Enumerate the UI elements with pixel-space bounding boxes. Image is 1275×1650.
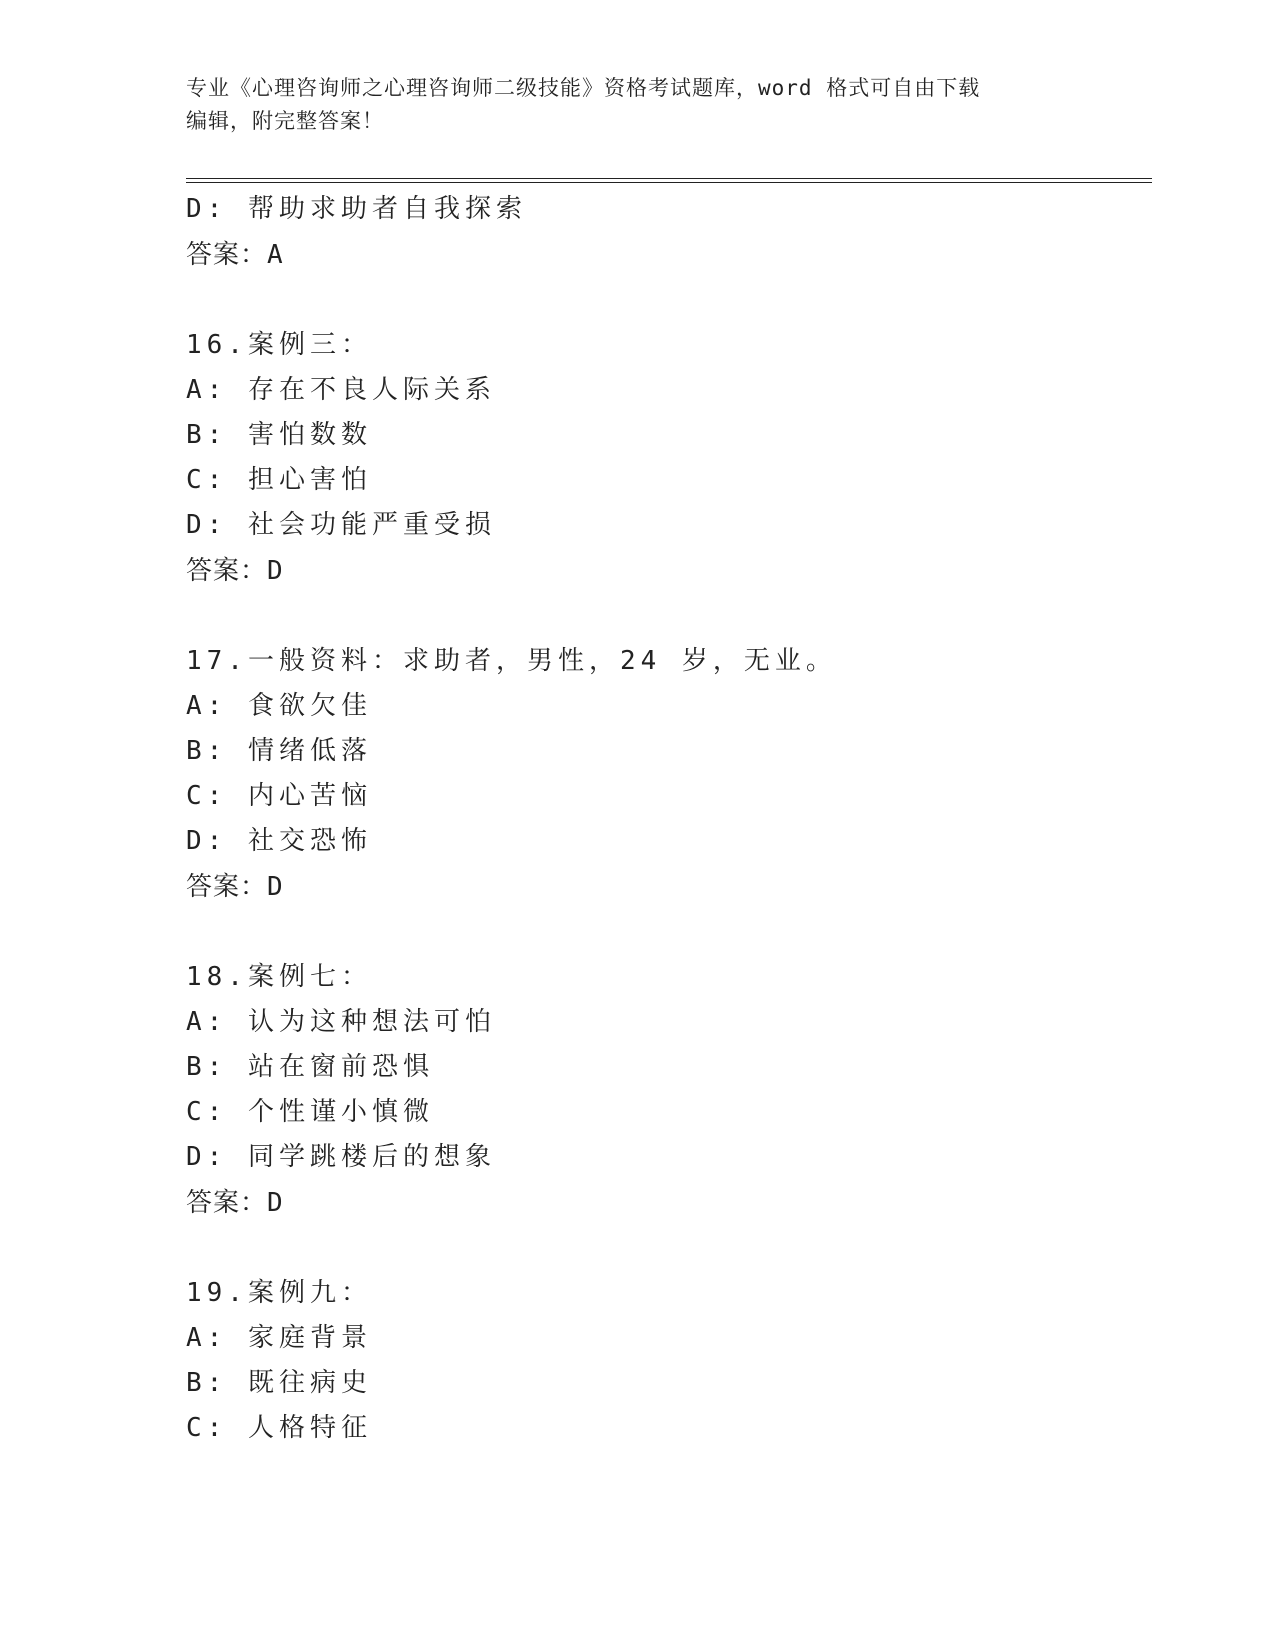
answer-value: D <box>267 872 284 902</box>
answer-value: D <box>267 1188 284 1218</box>
option-d: D: 社交恐怖 <box>186 826 372 856</box>
option-d: D: 帮助求助者自我探索 <box>186 194 527 224</box>
option-c: C: 内心苦恼 <box>186 781 372 811</box>
option-d: D: 同学跳楼后的想象 <box>186 1142 496 1172</box>
answer-label: 答案： <box>186 556 268 586</box>
page-header <box>186 72 1086 138</box>
option-c: C: 个性谨小慎微 <box>186 1097 434 1127</box>
header-line-2: 编辑，附完整答案！ <box>186 109 384 133</box>
question-stem: 17.一般资料：求助者，男性，24 岁，无业。 <box>186 646 837 676</box>
option-b: B: 站在窗前恐惧 <box>186 1052 434 1082</box>
answer-label: 答案： <box>186 1188 268 1218</box>
header-line-1: 专业《心理咨询师之心理咨询师二级技能》资格考试题库，word 格式可自由下载 <box>186 76 981 100</box>
answer-line <box>186 870 284 904</box>
answer-label: 答案： <box>186 872 268 902</box>
option-a: A: 食欲欠佳 <box>186 691 372 721</box>
option-b: B: 情绪低落 <box>186 736 372 766</box>
answer-line <box>186 238 284 272</box>
option-c: C: 担心害怕 <box>186 465 372 495</box>
option-b: B: 既往病史 <box>186 1368 372 1398</box>
answer-line <box>186 554 284 588</box>
option-a: A: 认为这种想法可怕 <box>186 1007 496 1037</box>
answer-label: 答案： <box>186 240 268 270</box>
option-d: D: 社会功能严重受损 <box>186 510 496 540</box>
option-b: B: 害怕数数 <box>186 420 372 450</box>
answer-value: D <box>267 556 284 586</box>
question-stem: 18.案例七： <box>186 962 372 992</box>
option-c: C: 人格特征 <box>186 1413 372 1443</box>
question-stem: 16.案例三： <box>186 330 372 360</box>
option-a: A: 家庭背景 <box>186 1323 372 1353</box>
answer-line <box>186 1186 284 1220</box>
answer-value: A <box>267 240 284 270</box>
question-stem: 19.案例九： <box>186 1278 372 1308</box>
option-a: A: 存在不良人际关系 <box>186 375 496 405</box>
header-rule-bottom <box>186 182 1152 183</box>
header-rule-top <box>186 178 1152 179</box>
